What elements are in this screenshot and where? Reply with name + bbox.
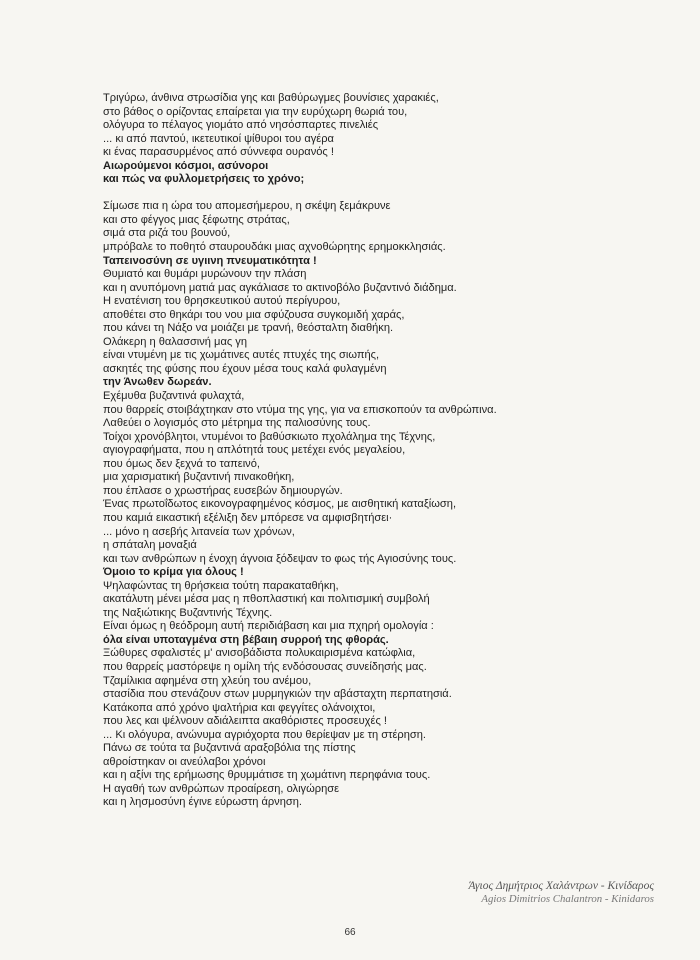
poem-line: είναι ντυμένη με τις χωμάτινες αυτές πτυχές της σιωπής,: [103, 349, 380, 362]
poem-line: που θαρρείς μαστόρεψε η ομίλη τής ενδόσουσας συνείδησής μας.: [103, 660, 427, 673]
poem-line-bold: Όμοιο το κρίμα για όλους !: [103, 566, 244, 579]
poem-line: και η ανυπόμονη ματιά μας αγκάλιασε το ακτινοβόλο βυζαντινό διάδημα.: [103, 281, 457, 294]
poem-line: Ένας πρωτοΐδωτος εικονογραφημένος κόσμος, με αισθητική καταξίωση,: [103, 498, 457, 511]
poem-line: Ολάκερη η θαλασσινή μας γη: [103, 335, 248, 348]
poem-line: ασκητές της φύσης που έχουν μέσα τους καλά φυλαγμένη: [103, 362, 387, 375]
poem-line: Ξώθυρες σφαλιστές μ' ανισοβάδιστα πολυκαιρισμένα κατώφλια,: [103, 647, 416, 660]
poem-line: Εχέμυθα βυζαντινά φυλαχτά,: [103, 390, 245, 403]
poem-line: και των ανθρώπων η ένοχη άγνοια ξόδεψαν το φως τής Αγιοσύνης τους.: [103, 552, 457, 565]
poem-line: ακατάλυτη μένει μέσα μας η πθοπλαστική και πολιτισμική συμβολή: [103, 593, 430, 606]
poem-line: Λαθεύει ο λογισμός στο μέτρημα της παλιοσύνης τους.: [103, 417, 371, 430]
poem-line: Η αγαθή των ανθρώπων προαίρεση, ολιγώρησε: [103, 782, 340, 795]
poem-line: που έπλασε ο χρωστήρας ευσεβών δημιουργών.: [103, 484, 343, 497]
poem-line: Σίμωσε πια η ώρα του απομεσήμερου, η σκέψη ξεμάκρυνε: [103, 200, 391, 213]
poem-line: αγιογραφήματα, που η απλότητά τους μετέχει ενός μεγαλείου,: [103, 444, 406, 457]
poem-line: Πάνω σε τούτα τα βυζαντινά αραξοβόλια της πίστης: [103, 742, 356, 755]
poem-line: Τριγύρω, άνθινα στρωσίδια γης και βαθύρωγμες βουνίσιες χαρακιές,: [103, 92, 439, 104]
poem-line: και η αξίνι της ερήμωσης θρυμμάτισε τη χωμάτινη περηφάνια τους.: [103, 769, 431, 782]
poem-line: μια χαρισματική βυζαντινή πινακοθήκη,: [103, 471, 295, 484]
poem-line: ... κι από παντού, ικετευτικοί ψίθυροι του αγέρα: [103, 132, 334, 145]
page-number: 66: [344, 927, 356, 938]
stanza-gap: [103, 187, 643, 201]
poem-line: στο βάθος ο ορίζοντας επαίρεται για την ευρύχωρη θωριά του,: [103, 105, 408, 118]
poem-line: που όμως δεν ξεχνά το ταπεινό,: [103, 457, 260, 470]
poem-line: Τζαμίλικια αφημένα στη χλεύη του ανέμου,: [103, 674, 312, 687]
photo-caption: [469, 880, 654, 906]
poem-line-bold: και πώς να φυλλομετρήσεις το χρόνο;: [103, 173, 305, 186]
poem-line: αποθέτει στο θηκάρι του νου μια σφύζουσα συγκομιδή χαράς,: [103, 308, 405, 321]
caption-english: Agios Dimitrios Chalantron - Kinidaros: [481, 893, 654, 905]
poem-line: που καμιά εικαστική εξέλιξη δεν μπόρεσε να αμφισβητήσει·: [103, 511, 393, 524]
poem-line: Κατάκοπα από χρόνο ψαλτήρια και φεγγίτες ολάνοιχτοι,: [103, 701, 376, 714]
poem-line: ... Κι ολόγυρα, ανώνυμα αγριόχορτα που θερίεψαν με τη στέρηση.: [103, 728, 426, 741]
poem-line: Ψηλαφώντας τη θρήσκεια τούτη παρακαταθήκη,: [103, 579, 339, 592]
poem-line: κι ένας παρασυρμένος από σύννεφα ουρανός !: [103, 146, 334, 159]
poem-line: που λες και ψέλνουν αδιάλειπτα ακαθόριστες προσευχές !: [103, 715, 387, 728]
poem-line: Είναι όμως η θεόδρομη αυτή περιδιάβαση και μια πχηρή ομολογία :: [103, 620, 434, 633]
poem-line: που κάνει τη Νάξο να μοιάζει με τρανή, θεόσταλτη διαθήκη.: [103, 322, 394, 335]
poem-line: ολόγυρα το πέλαγος γιομάτο από νησόσπαρτες πινελιές: [103, 119, 379, 132]
poem-line: που θαρρείς στοιβάχτηκαν στο ντύμα της γης, για να επισκοπούν τα ανθρώπινα.: [103, 403, 497, 416]
poem-line: ... μόνο η ασεβής λιτανεία των χρόνων,: [103, 525, 295, 538]
poem-line: της Ναξιώτικης Βυζαντινής Τέχνης.: [103, 606, 273, 619]
caption-greek: Άγιος Δημήτριος Χαλάντρων - Κινίδαρος: [468, 880, 654, 892]
poem-line: Θυμιατό και θυμάρι μυρώνουν την πλάση: [103, 268, 307, 281]
poem-line-bold: Ταπεινοσύνη σε υγιινη πνευματικότητα !: [103, 254, 317, 267]
poem-line: και στο φέγγος μιας ξέφωτης στράτας,: [103, 213, 290, 226]
poem-line: η σπάταλη μοναξιά: [103, 539, 197, 552]
poem-line: σιμά στα ριζά του βουνού,: [103, 227, 231, 240]
poem-line: μπρόβαλε το ποθητό σταυρουδάκι μιας αχνοθώρητης ερημοκκλησιάς.: [103, 241, 446, 254]
poem-line-bold: την Άνωθεν δωρεάν.: [103, 376, 212, 389]
poem-line: Τοίχοι χρονόβλητοι, ντυμένοι το βαθύσκιωτο πχολάλημα της Τέχνης,: [103, 430, 436, 443]
poem-line-bold: όλα είναι υποταγμένα στη βέβαιη συρροή της φθοράς.: [103, 633, 389, 646]
poem-line: και η λησμοσύνη έγινε εύρωστη άρνηση.: [103, 796, 302, 809]
poem-line: στασίδια που στενάζουν στων μυρμηγκιών την αβάσταχτη περπατησιά.: [103, 688, 452, 701]
poem-text: [103, 92, 643, 810]
poem-line-bold: Αιωρούμενοι κόσμοι, ασύνοροι: [103, 159, 269, 172]
poem-line: αθροίστηκαν οι ανεύλαβοι χρόνοι: [103, 755, 266, 768]
poem-line: Η ενατένιση του θρησκευτικού αυτού περίγυρου,: [103, 295, 341, 308]
